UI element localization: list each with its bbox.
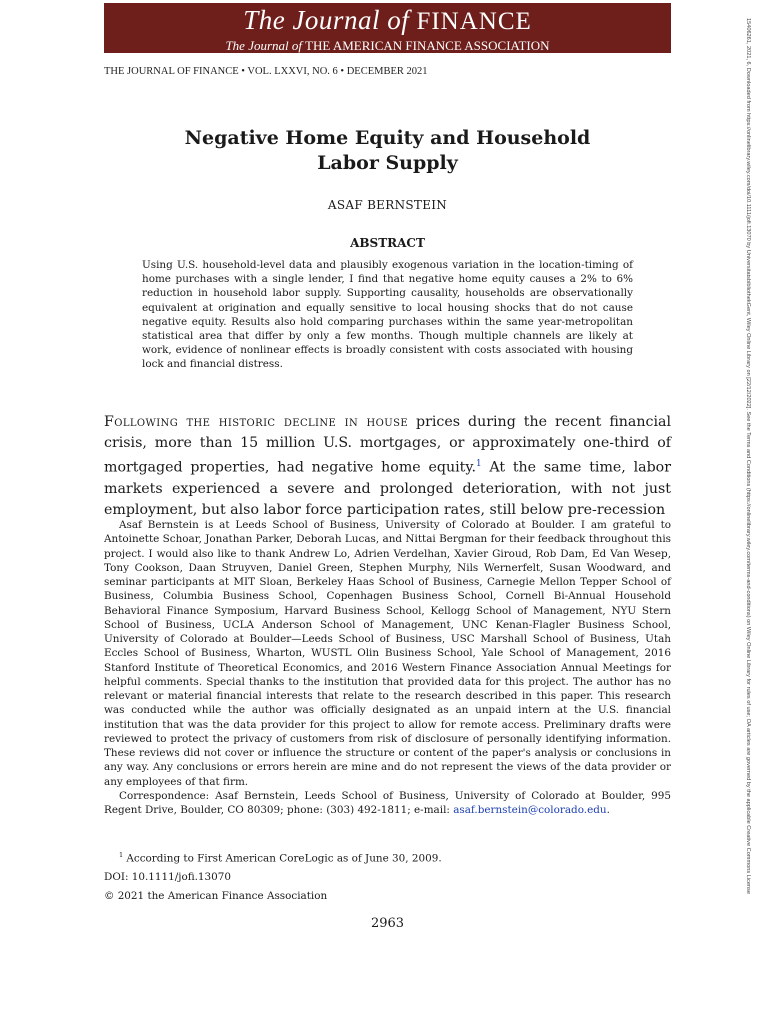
footnote-1-text: According to First American CoreLogic as of June 30, 2009. [123, 852, 442, 865]
correspondence-paragraph [104, 789, 671, 818]
correspondence-end: . [606, 804, 610, 816]
abstract-text: Using U.S. household-level data and plausibly exogenous variation in the location-timing of home purchases with a single lender, I find that negative home equity causes a 2% to 6% reduction in household labor supply. Supporting causality, households are observationally equivalent at origination and equally sensitive to local housing shocks that do not cause negative equity. Results also hold comparing purchases within the same year-metropolitan statistical area that differ by only a few months. Though multiple channels are likely at work, evidence of nonlinear effects is broadly consistent with costs associated with housing lock and financial distress. [142, 259, 633, 371]
issue-line: THE JOURNAL OF FINANCE • VOL. LXXVI, NO. 6 • DECEMBER 2021 [104, 66, 428, 77]
author-name: ASAF BERNSTEIN [327, 198, 448, 212]
footnote-1 [104, 846, 671, 868]
journal-title [104, 3, 671, 36]
body-paragraph [104, 412, 671, 521]
body-text-2: At the same time, labor markets experienced a severe and prolonged deterioration, with not just employment, but also labor force participation rates, still below pre-recession [104, 459, 671, 518]
doi-line: DOI: 10.1111/jofi.13070 [104, 871, 231, 884]
footnote-1-link[interactable]: 1 [475, 459, 482, 469]
acknowledgements [104, 518, 671, 817]
journal-banner [104, 3, 671, 53]
lead-smallcaps: Following the historic decline in house [104, 414, 409, 430]
copyright-line: © 2021 the American Finance Association [104, 890, 328, 903]
paper-title-line1: Negative Home Equity and Household [184, 127, 591, 149]
email-link[interactable]: asaf.bernstein@colorado.edu [453, 804, 607, 816]
body-text-1: prices during the recent financial crisis, more than 15 million U.S. mortgages, or approximately one-third of mortgaged properties, had negative home equity. [104, 414, 671, 476]
acknowledgements-paragraph: Asaf Bernstein is at Leeds School of Business, University of Colorado at Boulder. I am grateful to Antoinette Schoar, Jonathan Parker, Deborah Lucas, and Nittai Bergman for their feedback throughout this project. I would also like to thank Andrew Lo, Adrien Verdelhan, Xavier Giroud, Rob Dam, Ed Van Wesep, Tony Cookson, Daan Struyven, Daniel Green, Stephen Murphy, Nils Wernerfelt, Susan Woodward, and seminar participants at MIT Sloan, Berkeley Haas School of Business, Carnegie Mellon Tepper School of Business, Columbia Business School, Copenhagen Business School, Cornell Bi-Annual Household Behavioral Finance Symposium, Harvard Business School, Kellogg School of Management, NYU Stern School of Business, UCLA Anderson School of Management, UNC Kenan-Flagler Business School, University of Colorado at Boulder—Leeds School of Business, USC Marshall School of Business, Utah Eccles School of Business, Wharton, WUSTL Olin Business School, Yale School of Management, 2016 Stanford Institute of Theoretical Economics, and 2016 Western Finance Association Annual Meetings for helpful comments. Special thanks to the institution that provided data for this project. The author has no relevant or material financial interests that relate to the research described in this paper. This research was conducted while the author was officially designated as an unpaid intern at the U.S. financial institution that was the data provider for this project to allow for remote access. Preliminary drafts were reviewed to protect the privacy of customers from risk of disclosure of personally identifying information. These reviews did not cover or influence the structure or content of the paper's analysis or conclusions in any way. Any conclusions or errors herein are mine and do not represent the views of the data provider or any employees of that firm. [104, 519, 671, 788]
footnote-1-marker: 1 [119, 851, 124, 859]
download-watermark: 15406261, 2021, 6, Downloaded from https://onlinelibrary.wiley.com/doi/10.1111/jofi.13070 by UniversitatsbibliothekGent, Wiley Online Library on [22/12/2022]. See the Terms and Conditions (https://onlinelibrary.wiley.com/terms-and-conditions) on Wiley Online Library for rules of use; OA articles are governed by the applicable Creative Commons License [745, 18, 751, 894]
paper-title-line2: Labor Supply [317, 152, 458, 174]
journal-title-italic: The Journal of [243, 5, 410, 35]
journal-subtitle-italic: The Journal of [225, 38, 303, 53]
abstract-heading: ABSTRACT [350, 236, 425, 250]
correspondence-text: Correspondence: Asaf Bernstein, Leeds School of Business, University of Colorado at Boulder, 995 Regent Drive, Boulder, CO 80309; phone: (303) 492-1811; e-mail: [104, 789, 671, 816]
journal-subtitle [104, 38, 671, 54]
paper-title [104, 126, 671, 176]
journal-subtitle-caps: THE AMERICAN FINANCE ASSOCIATION [305, 38, 550, 53]
page-number: 2963 [370, 916, 405, 931]
footnotes [104, 846, 671, 906]
journal-title-caps: FINANCE [416, 8, 532, 35]
